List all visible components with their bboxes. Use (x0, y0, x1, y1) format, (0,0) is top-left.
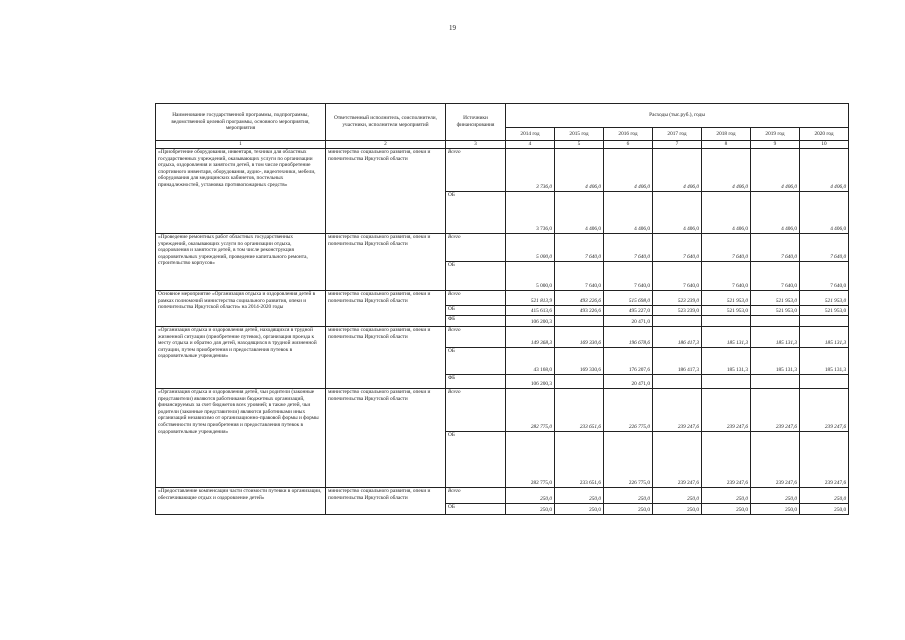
amount-cell: 185 131,3 (751, 327, 800, 348)
table-row (156, 488, 849, 504)
amount-cell: 250,0 (604, 504, 653, 515)
column-index: 8 (702, 141, 751, 149)
amount-cell: 185 131,3 (702, 348, 751, 375)
year-header: 2016 год (604, 128, 653, 141)
funding-source: ОБ (446, 192, 506, 234)
column-index: 4 (506, 141, 555, 149)
amount-cell: 493 226,6 (555, 291, 604, 306)
amount-cell: 250,0 (702, 488, 751, 504)
amount-cell: 4 406,0 (604, 192, 653, 234)
funding-source: ОБ (446, 262, 506, 291)
amount-cell: 233 651,6 (555, 432, 604, 488)
amount-cell: 7 640,0 (555, 262, 604, 291)
amount-cell: 7 640,0 (751, 262, 800, 291)
amount-cell: 521 953,0 (751, 291, 800, 306)
amount-cell (800, 375, 849, 389)
amount-cell: 4 406,0 (555, 192, 604, 234)
amount-cell (555, 375, 604, 389)
executor: министерство социального развития, опеки и попечительства Иркутской области (326, 149, 446, 234)
amount-cell: 250,0 (555, 504, 604, 515)
funding-source: ОБ (446, 348, 506, 375)
amount-cell: 250,0 (506, 488, 555, 504)
amount-cell: 5 000,0 (506, 262, 555, 291)
table-row (156, 327, 849, 348)
amount-cell: 495 227,0 (604, 306, 653, 316)
amount-cell: 4 406,0 (702, 149, 751, 192)
amount-cell: 106 200,3 (506, 316, 555, 327)
column-index: 3 (446, 141, 506, 149)
column-index: 10 (800, 141, 849, 149)
amount-cell: 185 131,3 (800, 348, 849, 375)
header-expenses: Расходы (тыс.руб.), годы (506, 104, 849, 128)
activity-name: Основное мероприятие «Организация отдыха и оздоровления детей в рамках полномочий министерства социального развития, опеки и попечительства Иркутской области» на 2014-2020 годы (156, 291, 326, 327)
amount-cell: 7 640,0 (653, 234, 702, 262)
executor: министерство социального развития, опеки и попечительства Иркутской области (326, 234, 446, 291)
amount-cell: 250,0 (653, 488, 702, 504)
funding-source: Всего (446, 149, 506, 192)
amount-cell: 149 368,3 (506, 327, 555, 348)
amount-cell: 250,0 (800, 488, 849, 504)
header-source: Источники финансирования (446, 104, 506, 141)
amount-cell: 415 613,6 (506, 306, 555, 316)
amount-cell: 185 131,3 (800, 327, 849, 348)
amount-cell: 226 775,0 (604, 432, 653, 488)
amount-cell: 250,0 (555, 488, 604, 504)
amount-cell: 176 207,6 (604, 348, 653, 375)
amount-cell: 250,0 (751, 488, 800, 504)
amount-cell: 4 406,0 (555, 149, 604, 192)
header-name: Наименование государственной программы, подпрограммы, ведомственной целевой программы, основного мероприятия, мероприятия (156, 104, 326, 141)
year-header: 2020 год (800, 128, 849, 141)
amount-cell: 521 953,0 (800, 306, 849, 316)
amount-cell: 186 417,3 (653, 348, 702, 375)
amount-cell: 233 651,6 (555, 389, 604, 432)
amount-cell: 239 247,6 (800, 389, 849, 432)
funding-source: ОБ (446, 504, 506, 515)
amount-cell: 250,0 (702, 504, 751, 515)
funding-source: Всего (446, 234, 506, 262)
executor: министерство социального развития, опеки и попечительства Иркутской области (326, 291, 446, 327)
funding-source: ОБ (446, 306, 506, 316)
amount-cell: 521 953,0 (800, 291, 849, 306)
amount-cell (800, 316, 849, 327)
amount-cell: 521 953,0 (751, 306, 800, 316)
column-index: 1 (156, 141, 326, 149)
amount-cell: 226 775,0 (604, 389, 653, 432)
amount-cell: 4 406,0 (604, 149, 653, 192)
column-index: 7 (653, 141, 702, 149)
amount-cell: 4 406,0 (800, 192, 849, 234)
amount-cell: 5 000,0 (506, 234, 555, 262)
table-row (156, 389, 849, 432)
year-header: 2017 год (653, 128, 702, 141)
amount-cell (653, 375, 702, 389)
funding-source: Всего (446, 389, 506, 432)
amount-cell: 515 698,0 (604, 291, 653, 306)
amount-cell: 20 471,0 (604, 316, 653, 327)
amount-cell (751, 375, 800, 389)
amount-cell: 7 640,0 (702, 234, 751, 262)
amount-cell: 185 131,3 (751, 348, 800, 375)
funding-source: ОБ (446, 432, 506, 488)
amount-cell: 250,0 (604, 488, 653, 504)
funding-source: ФБ (446, 375, 506, 389)
column-index: 6 (604, 141, 653, 149)
funding-source: ФБ (446, 316, 506, 327)
amount-cell: 521 953,0 (702, 291, 751, 306)
column-index: 2 (326, 141, 446, 149)
amount-cell: 493 226,6 (555, 306, 604, 316)
page-number: 19 (449, 24, 456, 32)
executor: министерство социального развития, опеки и попечительства Иркутской области (326, 488, 446, 515)
amount-cell: 185 131,3 (702, 327, 751, 348)
year-header: 2014 год (506, 128, 555, 141)
activity-name: «Предоставление компенсации части стоимости путевки в организации, обеспечивающие отдых и оздоровление детей» (156, 488, 326, 515)
amount-cell: 523 239,0 (653, 306, 702, 316)
amount-cell: 7 640,0 (800, 262, 849, 291)
amount-cell: 282 775,0 (506, 389, 555, 432)
amount-cell: 239 247,6 (751, 389, 800, 432)
amount-cell: 250,0 (800, 504, 849, 515)
amount-cell: 169 330,6 (555, 348, 604, 375)
amount-cell: 4 406,0 (653, 192, 702, 234)
amount-cell: 239 247,6 (653, 432, 702, 488)
amount-cell: 186 417,3 (653, 327, 702, 348)
amount-cell (702, 375, 751, 389)
amount-cell: 521 813,9 (506, 291, 555, 306)
amount-cell (702, 316, 751, 327)
amount-cell: 169 330,6 (555, 327, 604, 348)
amount-cell: 4 406,0 (800, 149, 849, 192)
amount-cell: 239 247,6 (800, 432, 849, 488)
table-row (156, 291, 849, 306)
amount-cell: 521 953,0 (702, 306, 751, 316)
executor: министерство социального развития, опеки и попечительства Иркутской области (326, 389, 446, 488)
amount-cell: 239 247,6 (751, 432, 800, 488)
amount-cell: 250,0 (751, 504, 800, 515)
amount-cell: 7 640,0 (702, 262, 751, 291)
amount-cell: 4 406,0 (751, 192, 800, 234)
table-row (156, 234, 849, 262)
amount-cell: 43 168,0 (506, 348, 555, 375)
year-header: 2018 год (702, 128, 751, 141)
amount-cell: 7 640,0 (604, 234, 653, 262)
amount-cell: 250,0 (506, 504, 555, 515)
table-row (156, 149, 849, 192)
amount-cell: 7 640,0 (555, 234, 604, 262)
amount-cell (751, 316, 800, 327)
amount-cell: 7 640,0 (800, 234, 849, 262)
funding-source: Всего (446, 488, 506, 504)
amount-cell: 7 640,0 (604, 262, 653, 291)
budget-table (155, 103, 849, 515)
column-index: 5 (555, 141, 604, 149)
amount-cell: 239 247,6 (653, 389, 702, 432)
amount-cell: 3 736,0 (506, 192, 555, 234)
activity-name: «Проведение ремонтных работ областных государственных учреждений, оказывающих услуги по организации отдыха, оздоровления и занятости детей, в том числе реконструкция оздоровительных учреждений, проведение капитального ремонта, строительство корпусов» (156, 234, 326, 291)
amount-cell: 3 736,0 (506, 149, 555, 192)
amount-cell: 250,0 (653, 504, 702, 515)
amount-cell (653, 316, 702, 327)
amount-cell: 7 640,0 (653, 262, 702, 291)
funding-source: Всего (446, 291, 506, 306)
amount-cell: 239 247,6 (702, 389, 751, 432)
amount-cell: 106 200,3 (506, 375, 555, 389)
header-executor: Ответственный исполнитель, соисполнители, участники, исполнители мероприятий (326, 104, 446, 141)
amount-cell: 196 678,6 (604, 327, 653, 348)
amount-cell: 20 471,0 (604, 375, 653, 389)
activity-name: «Приобретение оборудования, инвентаря, техники для областных государственных учреждений, оказывающих услуги по организации отдыха, оздоровления и занятости детей, в том числе приобретение спортивного инвентаря, оборудования, аудио-, видеотехники, мебели, оборудования для медицинских кабинетов, постельных принадлежностей, установка противопожарных средств» (156, 149, 326, 234)
amount-cell: 523 239,0 (653, 291, 702, 306)
amount-cell: 4 406,0 (653, 149, 702, 192)
year-header: 2019 год (751, 128, 800, 141)
amount-cell: 4 406,0 (751, 149, 800, 192)
activity-name: «Организация отдыха и оздоровления детей, находящихся в трудной жизненной ситуации (приобретение путевок), организация проезда к месту отдыха и обратно для детей, находящихся в трудной жизненной ситуации, путем приобретения и предоставления путевок в оздоровительные учреждения» (156, 327, 326, 389)
amount-cell: 7 640,0 (751, 234, 800, 262)
amount-cell: 239 247,6 (702, 432, 751, 488)
amount-cell (555, 316, 604, 327)
amount-cell: 282 775,0 (506, 432, 555, 488)
column-index: 9 (751, 141, 800, 149)
year-header: 2015 год (555, 128, 604, 141)
activity-name: «Организация отдыха и оздоровления детей, чьи родители (законные представители) являются работниками бюджетных организаций, финансируемых за счет бюджетов всех уровней; в также детей, чьи родители (законные представители) являются работниками иных организаций независимо от организационно-правовой формы и формы собственности путем приобретения и предоставления путевок в оздоровительные учреждения» (156, 389, 326, 488)
funding-source: Всего (446, 327, 506, 348)
executor: министерство социального развития, опеки и попечительства Иркутской области (326, 327, 446, 389)
amount-cell: 4 406,0 (702, 192, 751, 234)
